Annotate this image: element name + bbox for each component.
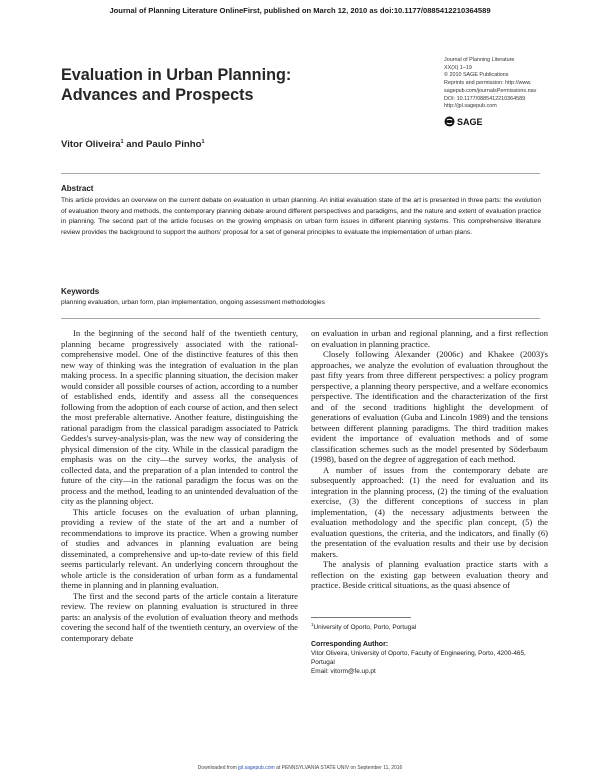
body-paragraph: A number of issues from the contemporary debate are subsequently approached: (1) the need for evaluation and its integration in the planning process, (2) the timing of the evaluation exercise, (3) the different conceptions of success in plan implementation, (4) the necessary adjustments between the evaluation methodology and the specific plan concept, (5) the evaluation questions, the criteria, and the indicators, and finally (6) the presentation of the evaluation results and their use by decision makers. [311,464,548,559]
reprints-line[interactable]: Reprints and permission: http://www. [444,80,532,87]
affiliation-note [311,620,548,632]
affiliation-mark-1: 1 [120,139,124,145]
journal-name: Journal of Planning Literature [444,57,515,63]
author-connector: and [126,139,144,151]
article-title [61,65,391,105]
permissions-url[interactable]: sagepub.com/journalsPermissions.nav [444,87,537,94]
corresponding-author-text: Vitor Oliveira, University of Oporto, Faculty of Engineering, Porto, 4200-465, Portugal [311,650,526,667]
body-column-right [311,328,548,618]
sage-logo [444,116,483,127]
author-line [61,139,205,150]
body-paragraph: The first and the second parts of the article contain a literature review. The review on planning evaluation is structured in three parts: an analysis of the evolution of evaluation theory and methods covering the second half of the twentieth century, an overview of the contemporary debate [61,590,298,643]
copyright-line: © 2010 SAGE Publications [444,72,509,79]
title-line-2: Advances and Prospects [61,86,254,104]
journal-volume: XX(X) 1–19 [444,64,472,71]
abstract-text: This article provides an overview on the current debate on evaluation in urban planning. An initial evaluation state of the art is presented in three parts: the evolution of evaluation theory and methods, the contemporary planning debate around different perspectives and paradigms, and the nature and extent of evaluation practice in planning. The second part of the article focuses on the growing emphasis on urban form issues in different planning systems. This comprehensive literature review provides the background to support the authors' proposal for a set of general principles to evaluate the implementation of urban plans. [61,197,541,236]
affiliation-text: University of Oporto, Porto, Portugal [313,624,417,632]
keywords-text: planning evaluation, urban form, plan implementation, ongoing assessment methodologies [61,299,325,306]
doi-line: DOI: 10.1177/0885412210364589 [444,95,526,102]
body-column-left [61,328,298,643]
divider-bottom [61,318,540,319]
footnotes [311,620,548,676]
corresponding-author-heading: Corresponding Author: [311,641,389,649]
author-2: Paulo Pinho [146,139,202,151]
footnote-rule [311,617,411,618]
body-paragraph: In the beginning of the second half of the twentieth century, planning became progressively associated with the rational-comprehensive model. One of the distinctive features of this then new way of thinking was the integration of evaluation in the plan making process. In a specific planning situation, the decision maker would consider all possible courses of action, according to a number of established ends, identify and assess all the consequences following from the adoption of each course of action, and then select the most preferable alternative. Another feature, distinguishing the rational paradigm from the classical paradigm associated to Patrick Geddes's survey-analysis-plan, was the new way of considering the physical dimension of the city. While in the classical paradigm the emphasis was on the city—the survey works, the analysis of collected data, and the preparation of a plan intended to control the future of the city—in the rational paradigm the focus was on the process and the method, leading to an unintended devaluation of the city as the planning object. [61,328,298,506]
body-paragraph: Closely following Alexander (2006c) and Khakee (2003)'s approaches, we analyze the evolution of evaluation throughout the past fifty years from three different perspectives: a policy program perspective, a planning theory perspective, and a welfare economics perspective. The identification and the characterization of the first and of the second traditions highlight the development of generations of evaluation (Guba and Lincoln 1989) and the tensions between different planning paradigms. The third tradition makes evident the importance of evaluation methods and of some classification schemes such as the model presented by Söderbaum (1998), based on the degree of aggregation of each method. [311,349,548,464]
running-head: Journal of Planning Literature OnlineFirst, published on March 12, 2010 as doi:10.1177/0885412210364589 [109,6,491,15]
corresponding-author-email[interactable]: Email: vitorm@fe.up.pt [311,668,376,676]
abstract-heading: Abstract [61,184,94,193]
sage-logo-text: SAGE [457,116,483,127]
affiliation-mark-2: 1 [201,139,205,145]
title-line-1: Evaluation in Urban Planning: [61,66,292,84]
body-paragraph: This article focuses on the evaluation of urban planning, providing a review of the state of the art and a number of recommendations to improve its practice. When a growing number of studies and advances in planning evaluation are being disseminated, a comprehensive and up-to-date review of this field seems particularly relevant. An underlying concern throughout the whole article is the consideration of urban form as a fundamental theme in planning and in planning evaluation. [61,506,298,590]
affiliation-note-mark: 1 [311,622,314,627]
keywords-heading: Keywords [61,287,100,296]
journal-url[interactable]: http://jpl.sagepub.com [444,103,497,110]
download-footer [0,765,600,771]
body-paragraph: on evaluation in urban and regional planning, and a first reflection on evaluation in planning practice. [311,328,548,349]
author-1: Vitor Oliveira [61,139,121,151]
body-paragraph: The analysis of planning evaluation practice starts with a reflection on the existing gap between evaluation theory and practice. Beside critical situations, as the quasi absence of [311,559,548,590]
footer-link[interactable]: jpl.sagepub.com [238,765,275,771]
divider-top [61,173,540,174]
footer-prefix: Downloaded from [197,765,237,771]
sage-mark-icon [444,116,455,127]
footer-suffix: at PENNSYLVANIA STATE UNIV on September 11, 2016 [276,765,403,771]
journal-metadata [444,57,584,111]
